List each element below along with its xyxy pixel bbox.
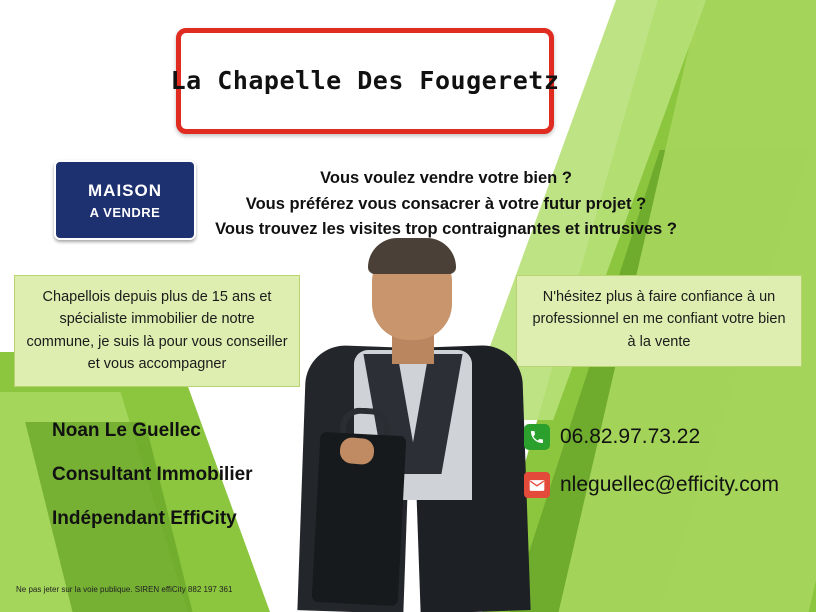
callout-left: Chapellois depuis plus de 15 ans et spécialiste immobilier de notre commune, je suis là pour vous conseiller et vous accompagner bbox=[14, 275, 300, 387]
mail-icon bbox=[524, 472, 550, 498]
city-sign-inner-border bbox=[170, 43, 560, 120]
contact-details bbox=[524, 424, 814, 520]
agent-company: Indépendant EffiCity bbox=[52, 508, 237, 529]
contact-row-email[interactable] bbox=[524, 472, 814, 498]
headline-line-1: Vous voulez vendre votre bien ? bbox=[320, 169, 572, 187]
phone-icon bbox=[524, 424, 550, 450]
headline-questions bbox=[196, 166, 696, 243]
headline-line-3: Vous trouvez les visites trop contraignantes et intrusives ? bbox=[215, 220, 677, 239]
agent-portrait-photo bbox=[288, 242, 538, 612]
callout-right: N'hésitez plus à faire confiance à un professionnel en me confiant votre bien à la vente bbox=[516, 275, 802, 367]
plaque-line-maison: MAISON bbox=[88, 180, 162, 200]
portrait-hair bbox=[368, 238, 456, 274]
portrait-hand bbox=[339, 437, 375, 466]
city-sign-text: La Chapelle Des Fougeretz bbox=[170, 66, 560, 96]
agent-name: Noan Le Guellec bbox=[52, 420, 201, 441]
plaque-line-a-vendre: A VENDRE bbox=[89, 204, 161, 220]
phone-number: 06.82.97.73.22 bbox=[560, 425, 701, 448]
agent-identity bbox=[52, 420, 302, 552]
headline-line-2: Vous préférez vous consacrer à votre futur projet ? bbox=[245, 194, 647, 213]
email-address: nleguellec@efficity.com bbox=[560, 473, 779, 496]
city-sign bbox=[170, 28, 560, 134]
agent-role: Consultant Immobilier bbox=[52, 464, 253, 485]
for-sale-plaque bbox=[54, 160, 196, 240]
legal-notice: Ne pas jeter sur la voie publique. SIREN effiCity 882 197 361 bbox=[16, 585, 233, 594]
contact-row-phone[interactable] bbox=[524, 424, 814, 450]
